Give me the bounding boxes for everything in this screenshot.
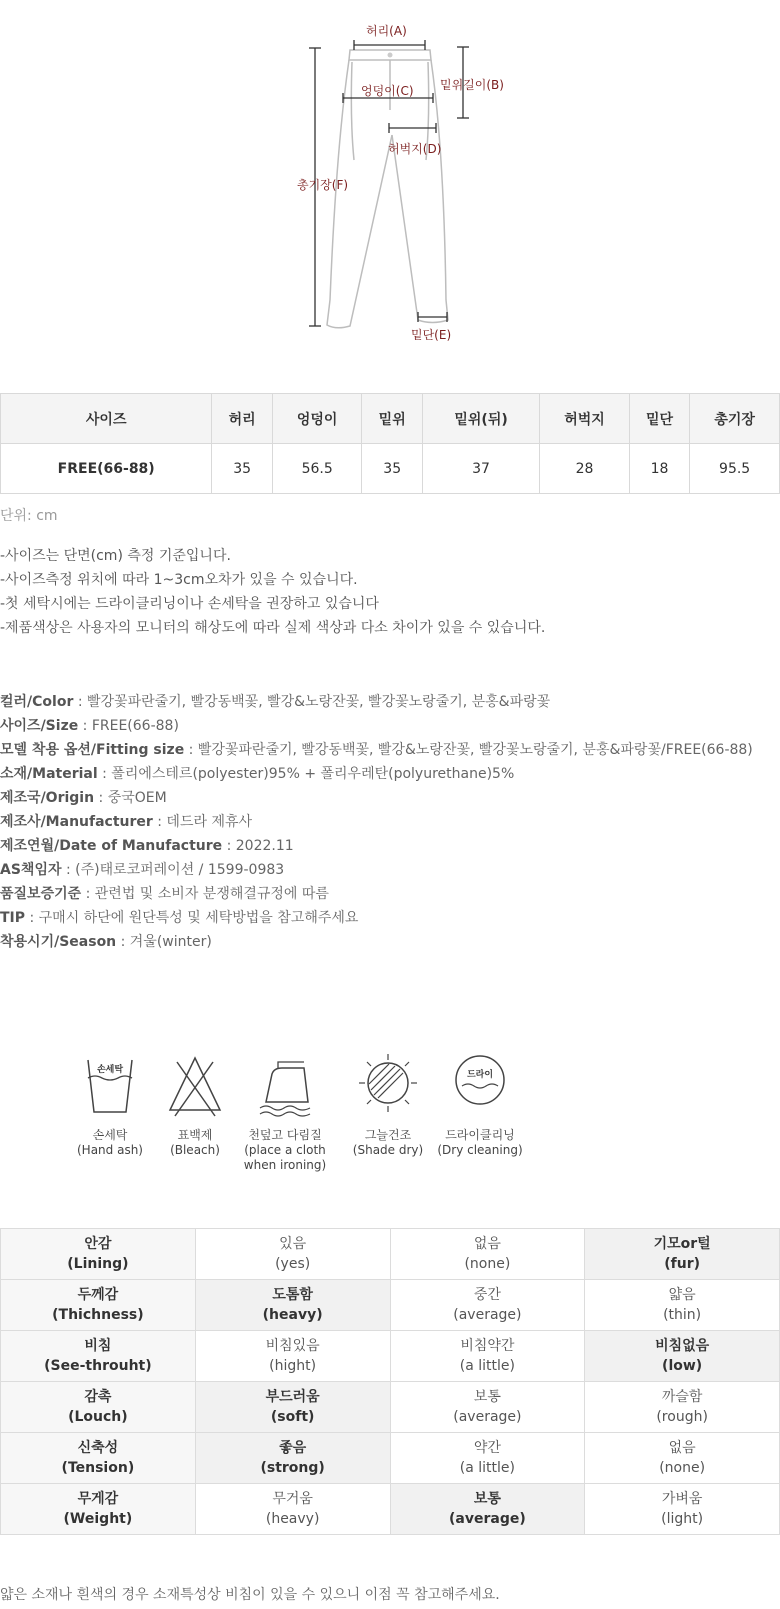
size-header-cell: 총기장 [690, 394, 780, 444]
fabric-cell: 보통 (average) [390, 1382, 585, 1433]
fabric-row-tension [1, 1433, 780, 1484]
fabric-row-weight [1, 1484, 780, 1535]
care-item-dry-cleaning: 드라이 드라이클리닝 (Dry cleaning) [435, 1050, 525, 1158]
spec-line: TIP : 구매시 하단에 원단특성 및 세탁방법을 참고해주세요 [0, 910, 359, 926]
see-through-notice: 얇은 소재나 흰색의 경우 소재특성상 비침이 있을 수 있으니 이점 꼭 참고해주세요. [0, 1587, 500, 1603]
spec-line: AS책임자 : (주)태로코퍼레이션 / 1599-0983 [0, 862, 285, 878]
hem-label: 밑단(E) [411, 328, 452, 342]
size-cell: 37 [422, 444, 539, 494]
spec-line: 제조연월/Date of Manufacture : 2022.11 [0, 838, 294, 854]
care-item-shade-dry: 그늘건조 (Shade dry) [348, 1050, 428, 1158]
care-item-bleach: 표백제 (Bleach) [155, 1050, 235, 1158]
fabric-cell: 무게감 (Weight) [1, 1484, 196, 1535]
size-header-cell: 밑위(뒤) [422, 394, 539, 444]
dry-cleaning-icon [450, 1050, 510, 1120]
fabric-row-thickness [1, 1280, 780, 1331]
size-header-cell: 사이즈 [1, 394, 212, 444]
size-cell: 56.5 [272, 444, 362, 494]
waist-label: 허리(A) [366, 24, 407, 38]
care-item-iron: 천덮고 다림질 (place a cloth when ironing) [240, 1050, 330, 1173]
product-specs [0, 690, 753, 954]
no-bleach-icon [165, 1050, 225, 1120]
fabric-cell-selected: 도톰함 (heavy) [195, 1280, 390, 1331]
spec-line: 컬러/Color : 빨강꽃파란줄기, 빨강동백꽃, 빨강&노랑잔꽃, 빨강꽃노랑줄기, 분홍&파랑꽃 [0, 694, 551, 710]
hand-wash-icon [80, 1050, 140, 1120]
spec-line: 모델 착용 옵션/Fitting size : 빨강꽃파란줄기, 빨강동백꽃, 빨강&노랑잔꽃, 빨강꽃노랑줄기, 분홍&파랑꽃/FREE(66-88) [0, 742, 753, 758]
size-table-header-row [1, 394, 780, 444]
size-cell: 18 [629, 444, 689, 494]
fabric-cell: 가벼움 (light) [585, 1484, 780, 1535]
note-line: -첫 세탁시에는 드라이클리닝이나 손세탁을 권장하고 있습니다 [0, 596, 379, 612]
hip-label: 엉덩이(C) [361, 84, 414, 98]
size-cell: 35 [212, 444, 272, 494]
fabric-cell: 없음 (none) [585, 1433, 780, 1484]
fabric-cell: 없음 (none) [390, 1229, 585, 1280]
total-length-label: 총기장(F) [297, 178, 349, 192]
fabric-cell: 비침약간 (a little) [390, 1331, 585, 1382]
spec-line: 착용시기/Season : 겨울(winter) [0, 934, 212, 950]
size-cell: 35 [362, 444, 422, 494]
fabric-cell: 감촉 (Louch) [1, 1382, 196, 1433]
size-table-row [1, 444, 780, 494]
fabric-row-lining [1, 1229, 780, 1280]
hand-wash-tub-text: 손세탁 [96, 1065, 124, 1075]
size-header-cell: 허벅지 [540, 394, 630, 444]
fabric-cell-selected: 부드러움 (soft) [195, 1382, 390, 1433]
size-cell: FREE(66-88) [1, 444, 212, 494]
spec-line: 제조사/Manufacturer : 데드라 제휴사 [0, 814, 253, 830]
fabric-cell-selected: 비침없음 (low) [585, 1331, 780, 1382]
fabric-cell: 두께감 (Thichness) [1, 1280, 196, 1331]
fabric-cell: 안감 (Lining) [1, 1229, 196, 1280]
size-header-cell: 밑단 [629, 394, 689, 444]
fabric-cell: 비침 (See-throuht) [1, 1331, 196, 1382]
fabric-cell: 약간 (a little) [390, 1433, 585, 1484]
fabric-cell: 비침있음 (hight) [195, 1331, 390, 1382]
fabric-cell-selected: 좋음 (strong) [195, 1433, 390, 1484]
fabric-row-see-through [1, 1331, 780, 1382]
note-line: -사이즈측정 위치에 따라 1~3cm오차가 있을 수 있습니다. [0, 572, 358, 588]
pants-size-diagram [0, 0, 780, 390]
unit-text: 단위: cm [0, 508, 58, 524]
care-instructions [0, 1050, 780, 1180]
fabric-cell-selected: 기모or털 (fur) [585, 1229, 780, 1280]
pants-outline-illustration [0, 0, 780, 390]
size-cell: 28 [540, 444, 630, 494]
spec-line: 사이즈/Size : FREE(66-88) [0, 718, 179, 734]
fabric-row-touch [1, 1382, 780, 1433]
size-cell: 95.5 [690, 444, 780, 494]
fabric-cell: 까슬함 (rough) [585, 1382, 780, 1433]
note-line: -제품색상은 사용자의 모니터의 해상도에 따라 실제 색상과 다소 차이가 있을 수 있습니다. [0, 620, 546, 636]
care-item-hand-wash: 손세탁 손세탁 (Hand ash) [70, 1050, 150, 1158]
size-header-cell: 허리 [212, 394, 272, 444]
spec-line: 제조국/Origin : 중국OEM [0, 790, 167, 806]
shade-dry-icon [355, 1050, 421, 1120]
size-notes [0, 544, 545, 640]
spec-line: 소재/Material : 폴리에스테르(polyester)95% + 폴리우레탄(polyurethane)5% [0, 766, 515, 782]
spec-line: 품질보증기준 : 관련법 및 소비자 분쟁해결규정에 따름 [0, 886, 329, 902]
fabric-cell: 얇음 (thin) [585, 1280, 780, 1331]
dry-circle-text: 드라이 [466, 1070, 494, 1080]
rise-label: 밑위길이(B) [440, 78, 504, 92]
fabric-cell: 무거움 (heavy) [195, 1484, 390, 1535]
fabric-cell: 있음 (yes) [195, 1229, 390, 1280]
size-header-cell: 엉덩이 [272, 394, 362, 444]
size-table [0, 393, 780, 494]
fabric-characteristics-table [0, 1228, 780, 1535]
size-header-cell: 밑위 [362, 394, 422, 444]
fabric-cell-selected: 보통 (average) [390, 1484, 585, 1535]
iron-with-cloth-icon [252, 1050, 318, 1120]
fabric-cell: 신축성 (Tension) [1, 1433, 196, 1484]
note-line: -사이즈는 단면(cm) 측정 기준입니다. [0, 548, 231, 564]
fabric-cell: 중간 (average) [390, 1280, 585, 1331]
thigh-label: 허벅지(D) [388, 142, 442, 156]
